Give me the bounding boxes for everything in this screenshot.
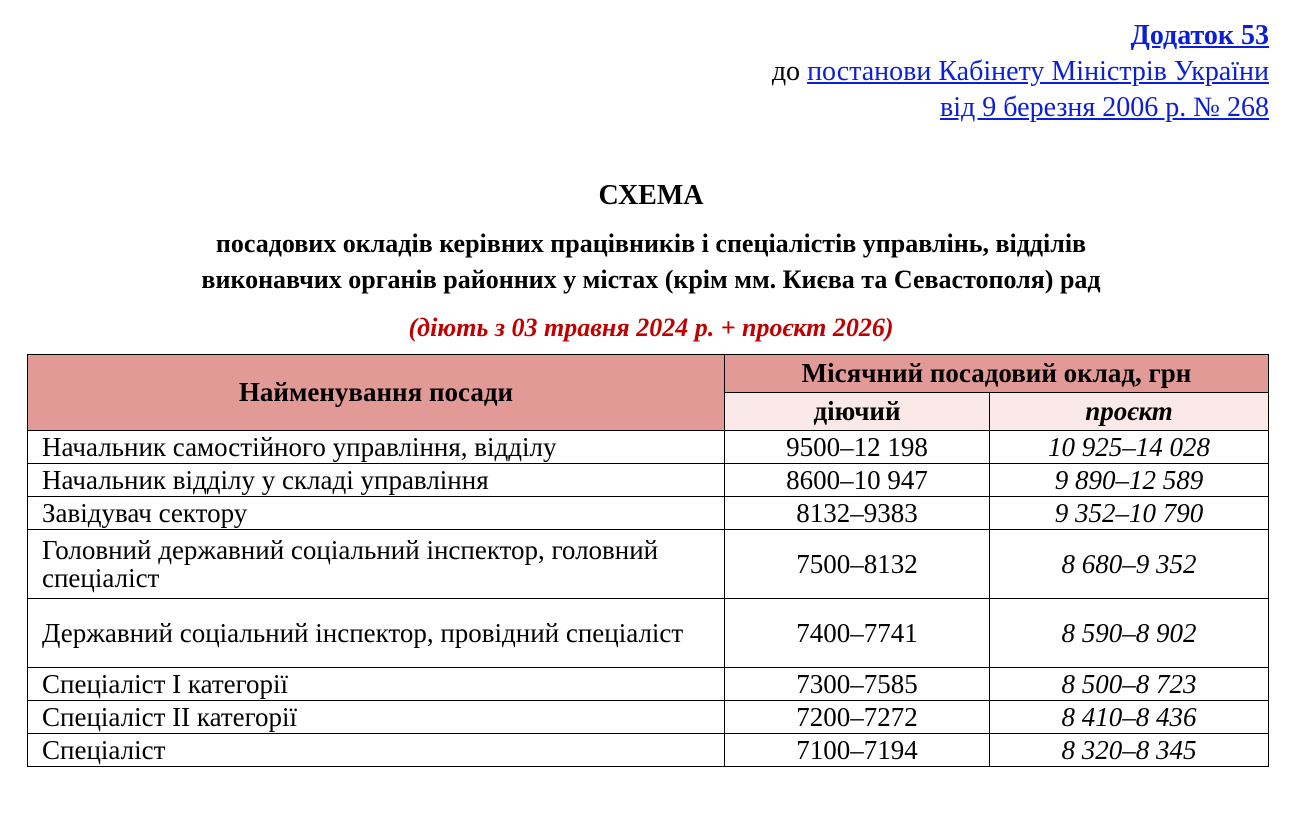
current-salary-cell: 7500–8132 bbox=[725, 530, 990, 599]
annex-link[interactable]: Додаток 53 bbox=[1130, 20, 1269, 51]
project-salary-cell: 10 925–14 028 bbox=[990, 431, 1269, 464]
column-header-monthly-salary: Місячний посадовий оклад, грн bbox=[725, 355, 1269, 393]
date-link[interactable]: від 9 березня 2006 р. № 268 bbox=[940, 92, 1269, 123]
position-cell: Спеціаліст bbox=[28, 734, 725, 767]
document-header bbox=[772, 18, 1269, 126]
position-cell: Головний державний соціальний інспектор, головний спеціаліст bbox=[28, 530, 725, 599]
resolution-line bbox=[772, 54, 1269, 90]
date-line bbox=[772, 90, 1269, 126]
project-salary-cell: 8 500–8 723 bbox=[990, 668, 1269, 701]
position-cell: Спеціаліст І категорії bbox=[28, 668, 725, 701]
annex-line bbox=[772, 18, 1269, 54]
salary-table bbox=[27, 354, 1269, 767]
resolution-link[interactable]: постанови Кабінету Міністрів України bbox=[807, 56, 1269, 87]
subtitle-line-2: виконавчих органів районних у містах (крім мм. Києва та Севастополя) рад bbox=[201, 265, 1101, 294]
column-header-current: діючий bbox=[725, 393, 990, 431]
project-salary-cell: 9 890–12 589 bbox=[990, 464, 1269, 497]
to-prefix: до bbox=[771, 56, 801, 87]
subtitle-line-1: посадових окладів керівних працівників і спеціалістів управлінь, відділів bbox=[215, 229, 1087, 258]
table-row bbox=[28, 734, 1269, 767]
project-salary-cell: 9 352–10 790 bbox=[990, 497, 1269, 530]
table-row bbox=[28, 464, 1269, 497]
table-row bbox=[28, 431, 1269, 464]
current-salary-cell: 7300–7585 bbox=[725, 668, 990, 701]
table-row bbox=[28, 599, 1269, 668]
table-row bbox=[28, 668, 1269, 701]
current-salary-cell: 8132–9383 bbox=[725, 497, 990, 530]
validity-note: (діють з 03 травня 2024 р. + проєкт 2026) bbox=[408, 313, 894, 342]
column-header-position: Найменування посади bbox=[28, 355, 725, 431]
table-row bbox=[28, 701, 1269, 734]
project-salary-cell: 8 320–8 345 bbox=[990, 734, 1269, 767]
current-salary-cell: 7200–7272 bbox=[725, 701, 990, 734]
column-header-project: проєкт bbox=[990, 393, 1269, 431]
position-cell: Начальник відділу у складі управління bbox=[28, 464, 725, 497]
current-salary-cell: 8600–10 947 bbox=[725, 464, 990, 497]
position-cell: Завідувач сектору bbox=[28, 497, 725, 530]
project-salary-cell: 8 590–8 902 bbox=[990, 599, 1269, 668]
position-cell: Державний соціальний інспектор, провідний спеціаліст bbox=[28, 599, 725, 668]
position-cell: Спеціаліст ІІ категорії bbox=[28, 701, 725, 734]
current-salary-cell: 7100–7194 bbox=[725, 734, 990, 767]
table-row bbox=[28, 530, 1269, 599]
current-salary-cell: 9500–12 198 bbox=[725, 431, 990, 464]
page-subtitle bbox=[0, 226, 1302, 298]
page-title: СХЕМА bbox=[598, 180, 704, 211]
table-row bbox=[28, 497, 1269, 530]
position-cell: Начальник самостійного управління, відділу bbox=[28, 431, 725, 464]
current-salary-cell: 7400–7741 bbox=[725, 599, 990, 668]
project-salary-cell: 8 680–9 352 bbox=[990, 530, 1269, 599]
project-salary-cell: 8 410–8 436 bbox=[990, 701, 1269, 734]
